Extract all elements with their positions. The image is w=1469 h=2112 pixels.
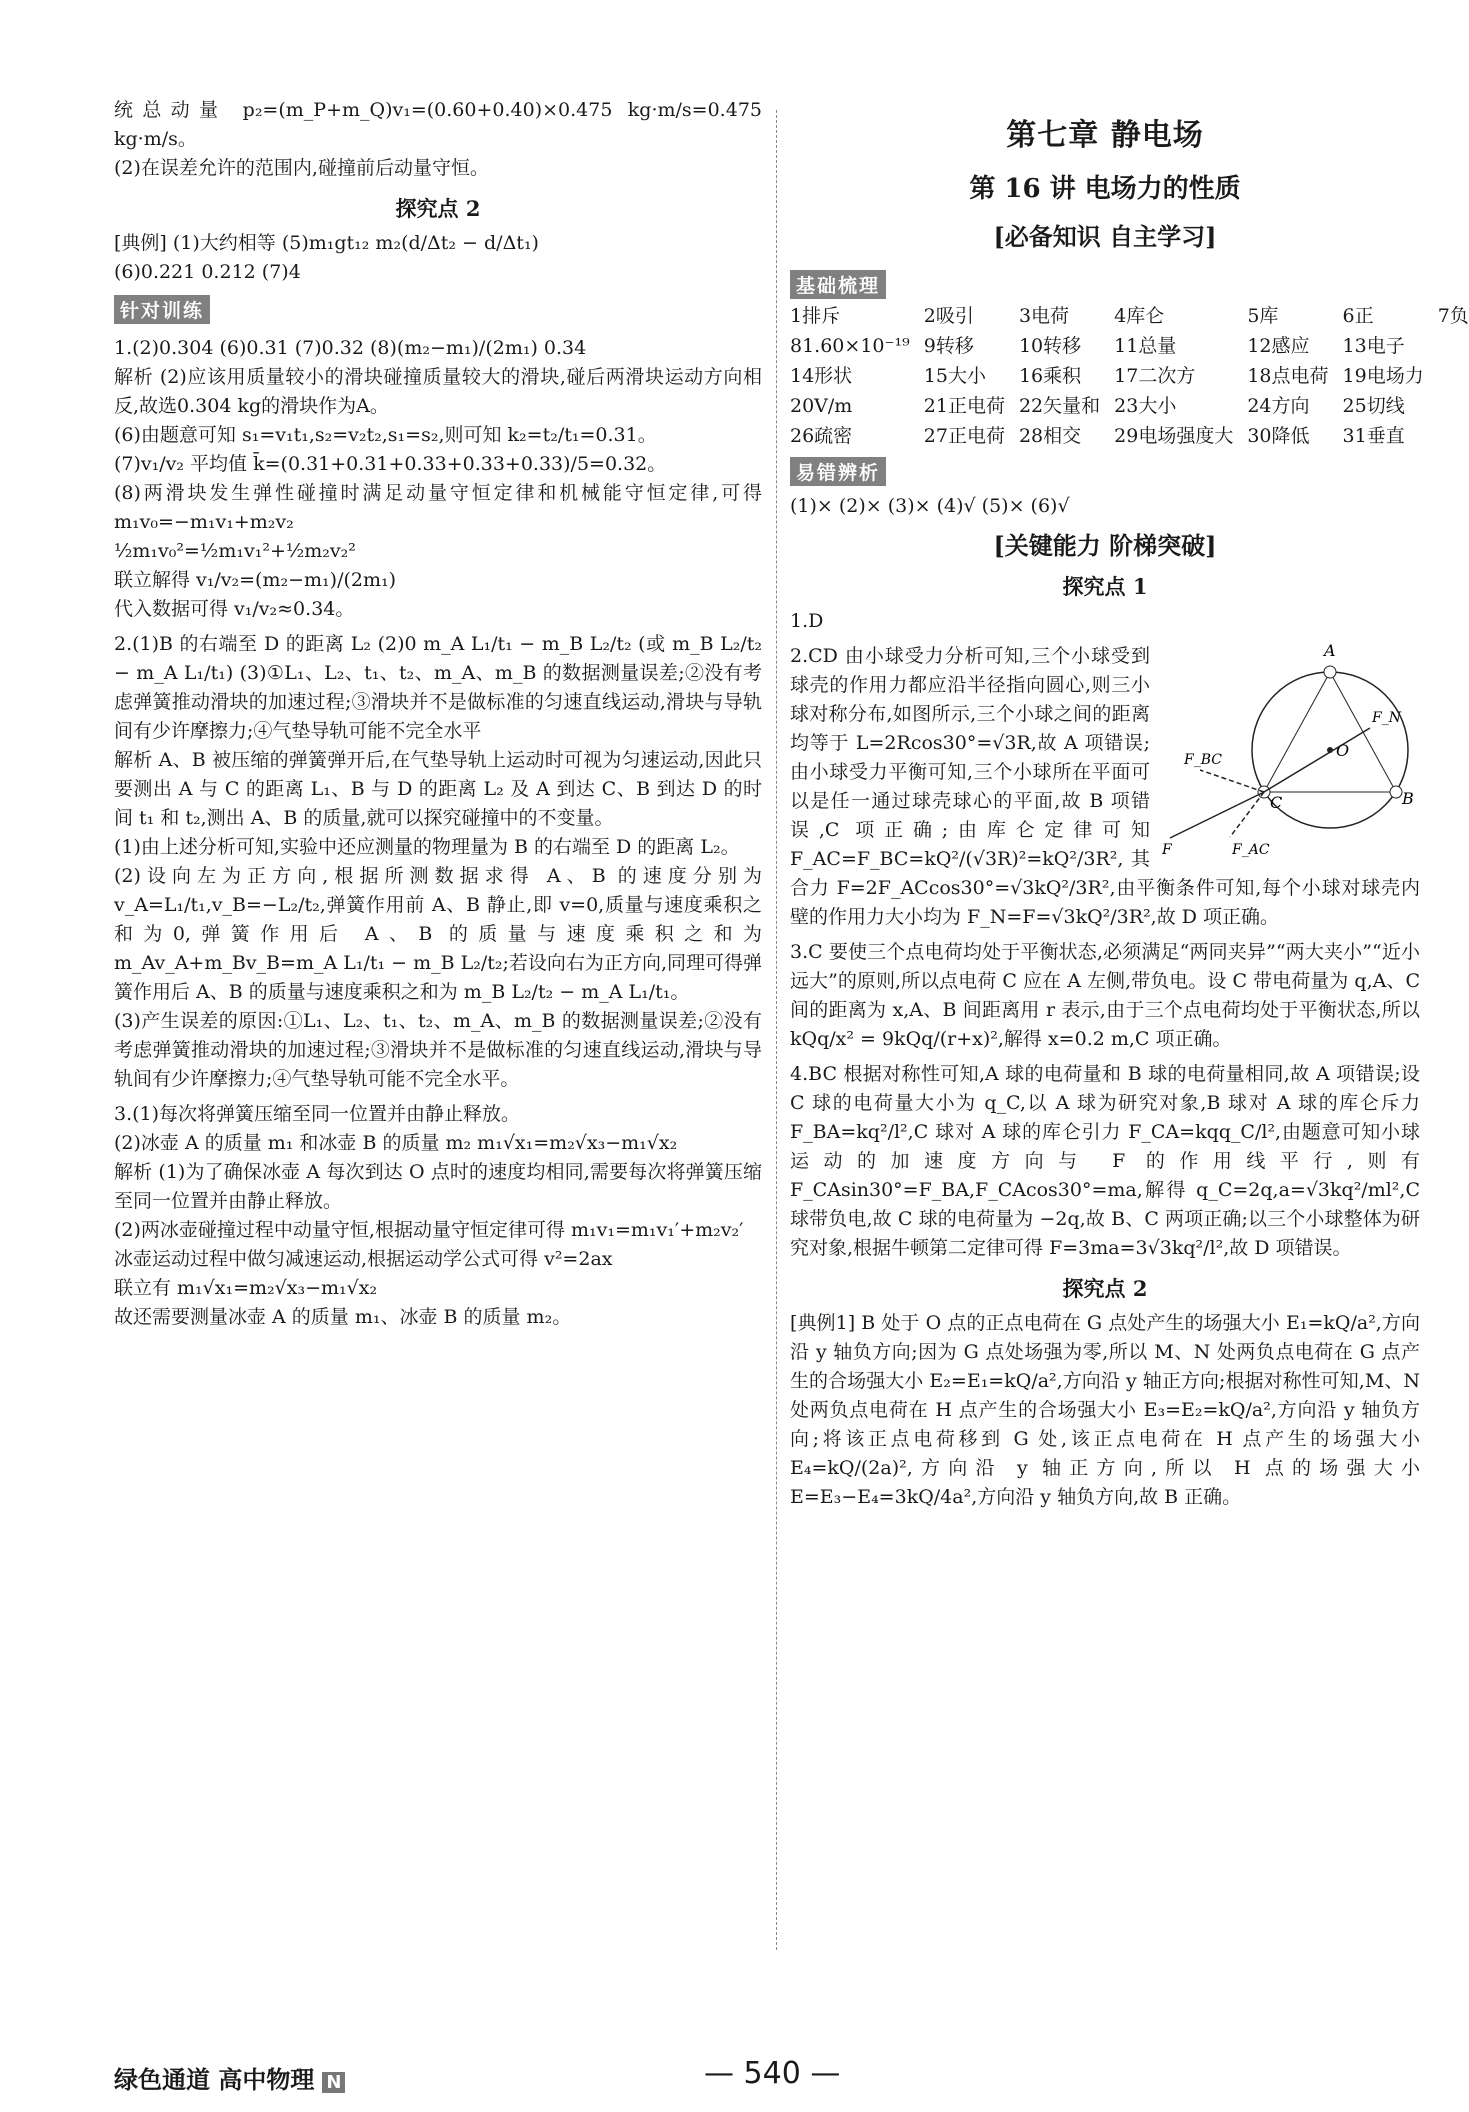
ball-a [1324,666,1336,678]
analysis-line: 冰壶运动过程中做匀减速运动,根据运动学公式可得 v²=2ax [114,1248,613,1270]
analysis-line: 故还需要测量冰壶 A 的质量 m₁、冰壶 B 的质量 m₂。 [114,1306,572,1328]
example-answer: [典例] (1)大约相等 (5)m₁gt₁₂ m₂(d/Δt₂ − d/Δt₁) [114,232,539,254]
analysis-line: 解析 A、B 被压缩的弹簧弹开后,在气垫导轨上运动时可视为匀速运动,因此只要测出 A 与 C 的距离 L₁、B 与 D 的距离 L₂ 及 A 到达 C、B 到达 D 的时间 t₁ 和 t₂,测出 A、B 的质量,就可以探究碰撞中的不变量。 [114,749,762,829]
grid-item: 30降低 [1247,425,1310,447]
analysis-line: 联立有 m₁√x₁=m₂√x₃−m₁√x₂ [114,1277,378,1299]
force-fbc-arrow [1200,770,1264,792]
part-title: [关键能力 阶梯突破] [993,531,1217,560]
book-title [114,2060,345,2095]
knowledge-grid [790,303,1469,449]
ball-b [1390,786,1402,798]
label-c: C [1270,793,1283,812]
example-1: [典例1] B 处于 O 点的正点电荷在 G 点处产生的场强大小 E₁=kQ/a²,方向沿 y 轴负方向;因为 G 点处场强为零,所以 M、N 处两负点电荷在 G 点产生的合场强大小 E₂=E₁=kQ/a²,方向沿 y 轴正方向;根据对称性可知,M、N 处两负点电荷在 H 点产生的合场强大小 E₃=E₂=kQ/a²,方向沿 y 轴负方向;将该正点电荷移到 G 处,该正点电荷在 H 点产生的场强大小 E₄=kQ/(2a)²,方向沿 y 轴正方向,所以 H 点的场强大小 E=E₃−E₄=3kQ/4a²,方向沿 y 轴负方向,故 B 正确。 [790,1312,1420,1508]
grid-item: 17二次方 [1114,365,1196,387]
analysis-line: (2)设向左为正方向,根据所测数据求得 A、B 的速度分别为 v_A=L₁/t₁,v_B=−L₂/t₂,弹簧作用前 A、B 静止,即 v=0,质量与速度乘积之和为0,弹簧作用后 A、B 的质量与速度乘积之和为 m_Av_A+m_Bv_B=m_A L₁/t₁ − m_B L₂/t₂;若设向右为正方向,同理可得弹簧作用后 A、B 的质量与速度乘积之和为 m_B L₂/t₂ − m_A L₁/t₁。 [114,865,762,1003]
grid-item: 7负 [1437,305,1469,327]
answer-2: 2.CD 由小球受力分析可知,三个小球受到球壳的作用力都应沿半径指向圆心,则三小球对称分布,如图所示,三个小球之间的距离均等于 L=2Rcos30°=√3R,故 A 项错误;由小球受力平衡可知,三个小球所在平面可以是任一通过球壳球心的平面,故 B 项错误,C 项正确;由库仑定律可知 F_AC=F_BC=kQ²/(√3R)²=kQ²/3R²,其合力 F=2F_ACcos30°=√3kQ²/3R²,由平衡条件可知,每个小球对球壳内壁的作用力大小均为 F_N=F=√3kQ²/3R²,故 D 项正确。 [790,645,1420,928]
grid-item: 23大小 [1114,395,1177,417]
section-tag: 易错辨析 [790,457,886,486]
grid-item: 16乘积 [1018,365,1082,387]
answer-2-block [790,642,1420,932]
answer-4: 4.BC 根据对称性可知,A 球的电荷量和 B 球的电荷量相同,故 A 项错误;设 C 球的电荷量大小为 q_C,以 A 球为研究对象,B 球对 A 球的库仑斥力 F_BA=kq²/l²,C 球对 A 球的库仑引力 F_CA=kqq_C/l²,由题意可知小球运动的加速度方向与 F 的作用线平行,则有 F_CAsin30°=F_BA,F_CAcos30°=ma,解得 q_C=2q,a=√3kq²/ml²,C 球带负电,故 C 球的电荷量为 −2q,故 B、C 两项正确;以三个小球整体为研究对象,根据牛顿第二定律可得 F=3ma=3√3kq²/l²,故 D 项错误。 [790,1063,1420,1259]
grid-item: 81.60×10⁻¹⁹ [790,335,910,357]
grid-item: 3电荷 [1018,305,1070,327]
text-line: 统总动量 p₂=(m_P+m_Q)v₁=(0.60+0.40)×0.475 kg·m/s=0.475 kg·m/s。 [114,99,762,150]
label-fac: F_AC [1232,842,1270,858]
grid-item: 29电场强度大 [1114,425,1234,447]
label-a: A [1324,641,1336,660]
page-footer [114,2056,1414,2100]
section-heading: 探究点 1 [1062,574,1148,599]
analysis-line: (6)由题意可知 s₁=v₁t₁,s₂=v₂t₂,s₁=s₂,则可知 k₂=t₂/t₁=0.31。 [114,424,657,446]
grid-item: 22矢量和 [1018,395,1101,417]
grid-item: 11总量 [1114,335,1177,357]
grid-item [1438,363,1469,389]
grid-item: 6正 [1342,305,1374,327]
grid-item: 15大小 [923,365,986,387]
grid-item: 20V/m [790,395,853,417]
grid-item [1438,393,1469,419]
page-number: — 540 — [704,2056,841,2091]
analysis-line: 解析 (1)为了确保冰壶 A 每次到达 O 点时的速度均相同,需要每次将弹簧压缩至同一位置并由静止释放。 [114,1161,762,1212]
answer-1: 1.D [790,610,824,632]
chapter-title: 第七章 静电场 [1006,118,1204,153]
label-f: F [1162,842,1172,858]
label-fn: F_N [1372,710,1401,726]
section-tag: 基础梳理 [790,270,886,299]
analysis-line: (7)v₁/v₂ 平均值 k̄=(0.31+0.31+0.33+0.33+0.33)/5=0.32。 [114,453,667,475]
analysis-line: (8)两滑块发生弹性碰撞时满足动量守恒定律和机械能守恒定律,可得 m₁v₀=−m₁v₁+m₂v₂ [114,482,762,533]
grid-item: 12感应 [1247,335,1310,357]
grid-item: 19电场力 [1342,365,1424,387]
grid-item: 27正电荷 [923,425,1005,447]
grid-item: 26疏密 [790,425,853,447]
left-column [114,96,762,1332]
judge-answers: (1)× (2)× (3)× (4)√ (5)× (6)√ [790,495,1070,517]
grid-item: 24方向 [1247,395,1310,417]
column-divider [776,110,777,1950]
force-diagram [1160,642,1420,862]
grid-item: 4库仑 [1114,305,1165,327]
analysis-line: (2)两冰壶碰撞过程中动量守恒,根据动量守恒定律可得 m₁v₁=m₁v₁′+m₂v₂′ [114,1219,744,1241]
grid-item: 31垂直 [1342,425,1405,447]
analysis-line: 联立解得 v₁/v₂=(m₂−m₁)/(2m₁) [114,569,397,591]
section-heading: 探究点 2 [395,196,481,221]
analysis-line: 代入数据可得 v₁/v₂≈0.34。 [114,598,355,620]
force-fac-arrow [1230,792,1264,837]
analysis-line: (3)产生误差的原因:①L₁、L₂、t₁、t₂、m_A、m_B 的数据测量误差;②没有考虑弹簧推动滑块的加速过程;③滑块并不是做标准的匀速直线运动,滑块与导轨间有少许摩擦力;④气垫导轨可能不完全水平。 [114,1010,762,1090]
right-column [790,96,1469,1512]
grid-item: 5库 [1247,305,1279,327]
edition-badge: N [322,2072,345,2093]
analysis-line: ½m₁v₀²=½m₁v₁²+½m₂v₂² [114,540,356,562]
example-answer-2: (6)0.221 0.212 (7)4 [114,261,301,283]
grid-item: 1排斥 [790,305,841,327]
grid-item: 13电子 [1342,335,1405,357]
grid-item: 18点电荷 [1247,365,1329,387]
force-fn-arrow [1264,728,1370,792]
label-o: O [1336,741,1350,760]
label-fbc: F_BC [1184,752,1222,768]
lecture-title: 第 16 讲 电场力的性质 [969,174,1241,204]
grid-item: 14形状 [790,365,853,387]
analysis-line: (1)由上述分析可知,实验中还应测量的物理量为 B 的右端至 D 的距离 L₂。 [114,836,740,858]
part-title: [必备知识 自主学习] [993,222,1217,251]
triangle-edge [1264,672,1330,792]
analysis-line: (2)冰壶 A 的质量 m₁ 和冰壶 B 的质量 m₂ m₁√x₁=m₂√x₃−m₁√x₂ [114,1132,678,1154]
grid-item: 28相交 [1018,425,1082,447]
answer-2: 2.(1)B 的右端至 D 的距离 L₂ (2)0 m_A L₁/t₁ − m_B L₂/t₂ (或 m_B L₂/t₂ − m_A L₁/t₁) (3)①L₁、L₂、t₁、t₂、m_A、m_B 的数据测量误差;②没有考虑弹簧推动滑块的加速过程;③滑块并不是做标准的匀速直线运动,滑块与导轨间有少许摩擦力;④气垫导轨可能不完全水平 [114,633,762,742]
answer-3: 3.(1)每次将弹簧压缩至同一位置并由静止释放。 [114,1103,521,1125]
grid-item: 21正电荷 [923,395,1005,417]
grid-item: 2吸引 [923,305,974,327]
answer-3: 3.C 要使三个点电荷均处于平衡状态,必须满足“两同夹异”“两大夹小”“近小远大”的原则,所以点电荷 C 应在 A 左侧,带负电。设 C 带电荷量为 q,A、C 间的距离为 x,A、B 间距离用 r 表示,由于三个点电荷均处于平衡状态,所以 kQq/x² = 9kQq/(r+x)²,解得 x=0.2 m,C 项正确。 [790,941,1420,1050]
section-heading: 探究点 2 [1062,1276,1148,1301]
grid-item: 10转移 [1018,335,1082,357]
analysis-line: 解析 (2)应该用质量较小的滑块碰撞质量较大的滑块,碰后两滑块运动方向相反,故选0.304 kg的滑块作为A。 [114,366,762,417]
label-b: B [1402,789,1414,808]
grid-item: 9转移 [923,335,974,357]
book-name: 绿色通道 高中物理 [114,2066,315,2094]
force-f-arrow [1170,792,1264,838]
grid-item [1438,333,1469,359]
text-line: (2)在误差允许的范围内,碰撞前后动量守恒。 [114,157,489,179]
grid-item: 25切线 [1342,395,1405,417]
section-tag: 针对训练 [114,295,210,324]
answer-1: 1.(2)0.304 (6)0.31 (7)0.32 (8)(m₂−m₁)/(2m₁) 0.34 [114,337,587,359]
